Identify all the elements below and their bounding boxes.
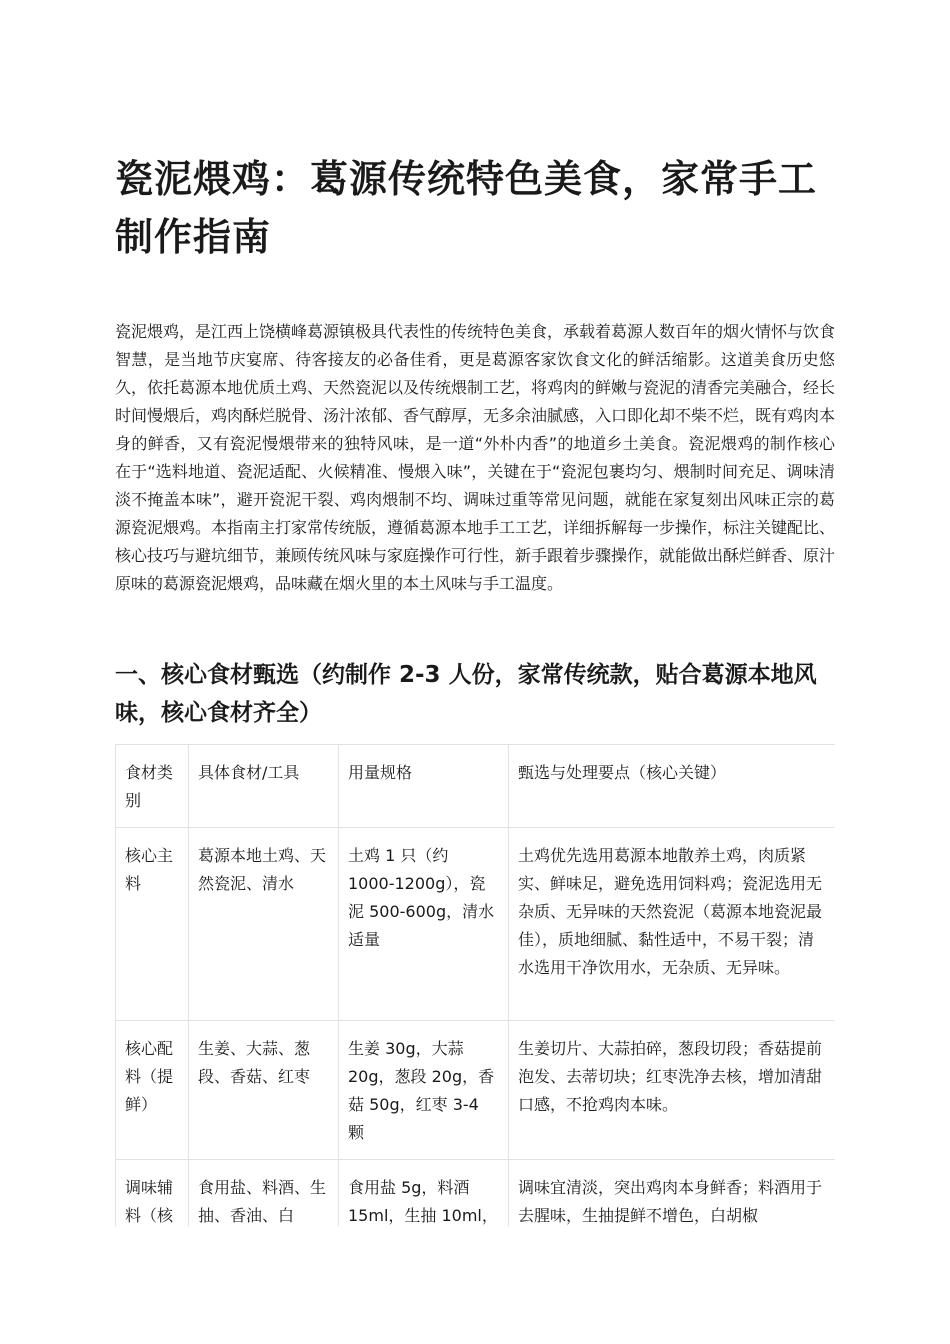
section-heading-ingredients: 一、核心食材甄选（约制作 2-3 人份，家常传统款，贴合葛源本地风味，核心食材齐全） [115,662,817,726]
cell-quantity: 生姜 30g，大蒜 20g，葱段 20g，香菇 50g，红枣 3-4 颗 [339,1021,509,1160]
cell-category: 核心主料 [116,828,189,1021]
header-selection-tips: 甄选与处理要点（核心关键） [509,745,836,828]
cell-ingredient: 食用盐、料酒、生抽、香油、白 [189,1160,339,1227]
table-row [116,828,836,1021]
cell-ingredient: 生姜、大蒜、葱段、香菇、红枣 [189,1021,339,1160]
header-quantity: 用量规格 [339,745,509,828]
table-row [116,1160,836,1227]
cell-selection-tips: 生姜切片、大蒜拍碎，葱段切段；香菇提前泡发、去蒂切块；红枣洗净去核，增加清甜口感，不抢鸡肉本味。 [509,1021,836,1160]
table-header-row [116,745,836,828]
document-title: 瓷泥煨鸡：葛源传统特色美食，家常手工制作指南 [115,157,818,259]
ingredients-table-wrapper [115,744,835,1226]
cell-selection-tips: 土鸡优先选用葛源本地散养土鸡，肉质紧实、鲜味足，避免选用饲料鸡；瓷泥选用无杂质、无异味的天然瓷泥（葛源本地瓷泥最佳），质地细腻、黏性适中，不易干裂；清水选用干净饮用水，无杂质、无异味。 [509,828,836,1021]
table-row [116,1021,836,1160]
cell-quantity: 土鸡 1 只（约 1000-1200g），瓷泥 500-600g，清水适量 [339,828,509,1021]
intro-paragraph: 瓷泥煨鸡，是江西上饶横峰葛源镇极具代表性的传统特色美食，承载着葛源人数百年的烟火情怀与饮食智慧，是当地节庆宴席、待客接友的必备佳肴，更是葛源客家饮食文化的鲜活缩影。这道美食历史悠久，依托葛源本地优质土鸡、天然瓷泥以及传统煨制工艺，将鸡肉的鲜嫩与瓷泥的清香完美融合，经长时间慢煨后，鸡肉酥烂脱骨、汤汁浓郁、香气醇厚，无多余油腻感，入口即化却不柴不烂，既有鸡肉本身的鲜香，又有瓷泥慢煨带来的独特风味，是一道“外朴内香”的地道乡土美食。瓷泥煨鸡的制作核心在于“选料地道、瓷泥适配、火候精准、慢煨入味”，关键在于“瓷泥包裹均匀、煨制时间充足、调味清淡不掩盖本味”，避开瓷泥干裂、鸡肉煨制不均、调味过重等常见问题，就能在家复刻出风味正宗的葛源瓷泥煨鸡。本指南主打家常传统版，遵循葛源本地手工工艺，详细拆解每一步操作，标注关键配比、核心技巧与避坑细节，兼顾传统风味与家庭操作可行性，新手跟着步骤操作，就能做出酥烂鲜香、原汁原味的葛源瓷泥煨鸡，品味藏在烟火里的本土风味与手工温度。 [115,322,836,593]
header-category: 食材类别 [116,745,189,828]
header-ingredient: 具体食材/工具 [189,745,339,828]
cell-selection-tips: 调味宜清淡，突出鸡肉本身鲜香；料酒用于去腥味，生抽提鲜不增色，白胡椒 [509,1160,836,1227]
cell-category: 调味辅料（核 [116,1160,189,1227]
ingredients-table [115,744,835,1226]
cell-ingredient: 葛源本地土鸡、天然瓷泥、清水 [189,828,339,1021]
cell-quantity: 食用盐 5g，料酒 15ml，生抽 10ml， [339,1160,509,1227]
cell-category: 核心配料（提鲜） [116,1021,189,1160]
